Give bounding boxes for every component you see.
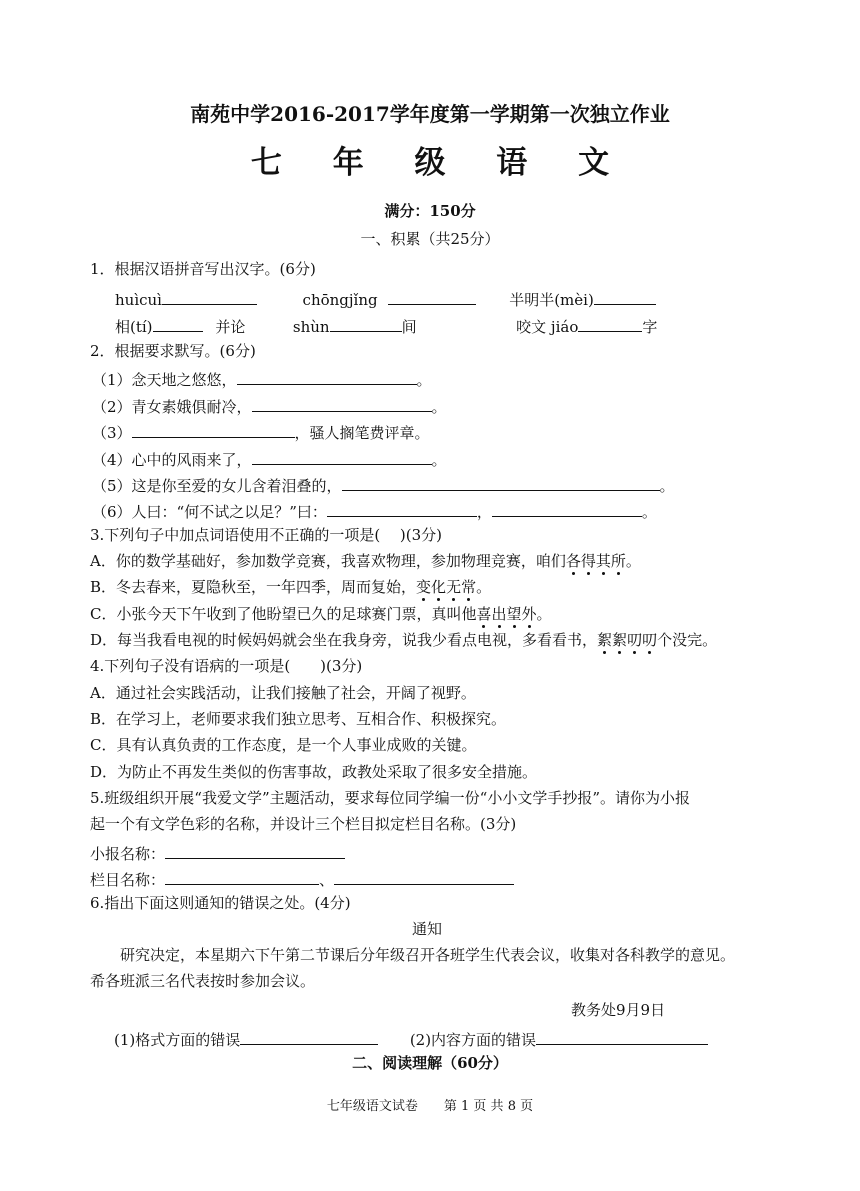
pinyin-5: shùn — [292, 318, 330, 336]
emphasis-char: 出 — [491, 605, 507, 623]
q1-stem: 1．根据汉语拼音写出汉字。(6分) — [90, 260, 316, 278]
emphasis-char: 所 — [610, 552, 626, 570]
emphasis-char: 叨 — [627, 631, 643, 649]
blank[interactable] — [240, 1030, 378, 1045]
blank[interactable] — [330, 317, 402, 332]
blank[interactable] — [536, 1030, 708, 1045]
section-2-heading: 二、阅读理解（60分） — [352, 1054, 508, 1072]
text: 。 — [416, 371, 432, 389]
pinyin-1: huìcuì — [115, 291, 162, 309]
text: （6）人曰：“何不试之以足？”曰： — [92, 503, 327, 521]
pinyin-6: 咬文 jiáo — [516, 318, 579, 336]
blank[interactable] — [252, 450, 432, 465]
text: 。 — [431, 451, 447, 469]
text: (2)内容方面的错误 — [409, 1031, 537, 1049]
page-footer: 七年级语文试卷 第 1 页 共 8 页 — [326, 1099, 534, 1114]
text: A．你的数学基础好，参加数学竞赛，我喜欢物理，参加物理竞赛，咱们 — [90, 552, 566, 570]
notice-body-2: 希各班派三名代表按时参加会议。 — [90, 972, 316, 990]
blank[interactable] — [162, 290, 257, 305]
q2-line-6 — [92, 502, 657, 520]
q4-stem: 4.下列句子没有语病的一项是( )(3分) — [90, 657, 363, 675]
notice-signature: 教务处9月9日 — [571, 1001, 666, 1019]
q5-line-1: 5.班级组织开展“我爱文学”主题活动，要求每位同学编一份“小小文学手抄报”。请你为小报 — [90, 789, 690, 807]
text: ，骚人搁笔费评章。 — [294, 424, 430, 442]
dotted-phrase — [416, 578, 476, 596]
q3-option-a: A．你的数学基础好，参加数学竞赛，我喜欢物理，参加物理竞赛，咱们各得其所。 — [90, 552, 641, 570]
blank[interactable] — [153, 317, 203, 332]
q2-line-5 — [92, 476, 675, 494]
text: 。 — [659, 477, 675, 495]
word-part: 字 — [642, 318, 658, 336]
emphasis-char: 得 — [580, 552, 596, 570]
subject-title: 七 年 级 语 文 — [250, 145, 630, 181]
blank[interactable] — [334, 870, 514, 885]
q4-option-a: A．通过社会实践活动，让我们接触了社会，开阔了视野。 — [90, 684, 476, 702]
q1-row1 — [115, 290, 656, 308]
text: 栏目名称： — [90, 871, 166, 889]
notice-body-1: 研究决定，本星期六下午第二节课后分年级召开各班学生代表会议，收集对各科教学的意见。 — [120, 946, 736, 964]
q3-stem: 3.下列句子中加点词语使用不正确的一项是( )(3分) — [90, 526, 443, 544]
text: 小报名称： — [90, 845, 166, 863]
pinyin-4: 相(tí) — [115, 318, 153, 336]
section-1-heading: 一、积累（共25分） — [360, 230, 500, 248]
q2-stem: 2．根据要求默写。(6分) — [90, 342, 256, 360]
blank[interactable] — [342, 476, 660, 491]
q5-name-row — [90, 844, 345, 862]
q1-row2 — [115, 317, 657, 335]
text: (1)格式方面的错误 — [114, 1031, 241, 1049]
emphasis-char: 无 — [446, 578, 462, 596]
text: D．每当我看电视的时候妈妈就会坐在我身旁，说我少看点电视，多看看书， — [90, 631, 598, 649]
pinyin-2: chōngjǐng — [302, 291, 378, 309]
emphasis-char: 其 — [595, 552, 611, 570]
notice-title: 通知 — [412, 920, 443, 938]
blank[interactable] — [165, 844, 345, 859]
blank[interactable] — [327, 502, 477, 517]
text: ， — [476, 503, 492, 521]
pinyin-3: 半明半(mèi) — [509, 291, 594, 309]
text: （4）心中的风雨来了， — [92, 451, 252, 469]
q3-option-b: B．冬去春来，夏隐秋至，一年四季，周而复始，变化无常。 — [90, 578, 492, 596]
q5-cols-row — [90, 870, 514, 888]
emphasis-char: 叨 — [642, 631, 658, 649]
q6-answer-row — [114, 1030, 708, 1048]
emphasis-char: 各 — [565, 552, 581, 570]
q6-stem: 6.指出下面这则通知的错误之处。(4分) — [90, 894, 351, 912]
blank[interactable] — [237, 370, 417, 385]
q2-line-4 — [92, 450, 447, 468]
exam-title: 南苑中学2016-2017学年度第一学期第一次独立作业 — [190, 102, 670, 126]
emphasis-char: 絮 — [597, 631, 613, 649]
dotted-phrase — [566, 552, 626, 570]
emphasis-char: 化 — [431, 578, 447, 596]
text: 、 — [319, 871, 335, 889]
blank[interactable] — [165, 870, 319, 885]
q4-option-b: B．在学习上，老师要求我们独立思考、互相合作、积极探究。 — [90, 710, 507, 728]
q2-line-1 — [92, 370, 432, 388]
dotted-phrase — [597, 631, 657, 649]
text: 个没完。 — [657, 631, 718, 649]
text: （3） — [92, 424, 132, 442]
text: （1）念天地之悠悠， — [92, 371, 237, 389]
q2-line-3 — [92, 423, 430, 441]
emphasis-char: 喜 — [476, 605, 492, 623]
word-part: 并论 — [215, 318, 246, 336]
emphasis-char: 外 — [521, 605, 537, 623]
q4-option-c: C．具有认真负责的工作态度，是一个人事业成败的关键。 — [90, 736, 477, 754]
word-part: 间 — [401, 318, 417, 336]
q3-option-d — [90, 633, 717, 648]
text: 。 — [431, 398, 447, 416]
emphasis-char: 变 — [416, 578, 432, 596]
blank[interactable] — [594, 290, 656, 305]
q3-option-c: C．小张今天下午收到了他盼望已久的足球赛门票，真叫他喜出望外。 — [90, 605, 552, 623]
emphasis-char: 望 — [506, 605, 522, 623]
full-score: 满分：150分 — [384, 202, 476, 220]
emphasis-char: 常 — [461, 578, 477, 596]
emphasis-char: 絮 — [612, 631, 628, 649]
q2-line-2 — [92, 397, 447, 415]
blank[interactable] — [578, 317, 642, 332]
text: （5）这是你至爱的女儿含着泪叠的， — [92, 477, 342, 495]
blank[interactable] — [252, 397, 432, 412]
dotted-phrase — [476, 605, 536, 623]
q4-option-d: D．为防止不再发生类似的伤害事故，政教处采取了很多安全措施。 — [90, 763, 538, 781]
text: B．冬去春来，夏隐秋至，一年四季，周而复始， — [90, 578, 417, 596]
text: 。 — [641, 503, 657, 521]
text: （2）青女素娥俱耐冷， — [92, 398, 252, 416]
text: C．小张今天下午收到了他盼望已久的足球赛门票，真叫他 — [90, 605, 477, 623]
blank[interactable] — [132, 423, 295, 438]
blank[interactable] — [388, 290, 476, 305]
blank[interactable] — [492, 502, 642, 517]
q5-line-2: 起一个有文学色彩的名称，并设计三个栏目拟定栏目名称。(3分) — [90, 815, 517, 833]
